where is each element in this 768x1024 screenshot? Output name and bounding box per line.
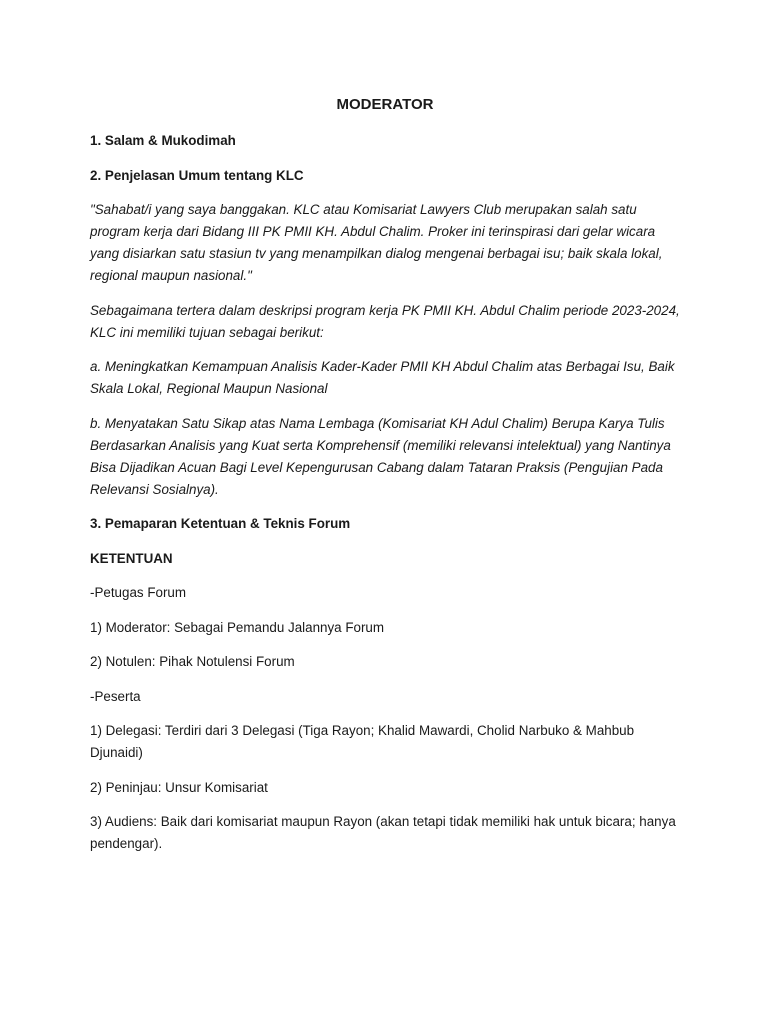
peserta-heading: -Peserta xyxy=(90,688,141,704)
goal-b-paragraph: b. Menyatakan Satu Sikap atas Nama Lembaga (Komisariat KH Adul Chalim) Berupa Karya Tulis Berdasarkan Analisis yang Kuat serta Komprehensif (memiliki relevansi intelektual) yang Nantinya Bisa Dijadikan Acuan Bagi Level Kepengurusan Cabang dalam Tataran Praksis (Pengujian Pada Relevansi Sosialnya). xyxy=(90,415,671,497)
section-heading-penjelasan: 2. Penjelasan Umum tentang KLC xyxy=(90,167,304,183)
document-body xyxy=(90,94,680,868)
quote-paragraph: "Sahabat/i yang saya banggakan. KLC atau Komisariat Lawyers Club merupakan salah satu program kerja dari Bidang III PK PMII KH. Abdul Chalim. Proker ini terinspirasi dari gelar wicara yang disiarkan satu stasiun tv yang menampilkan dialog mengenai berbagai isu; baik skala lokal, regional maupun nasional." xyxy=(90,202,663,283)
section-heading-salam: 1. Salam & Mukodimah xyxy=(90,133,236,148)
petugas-heading: -Petugas Forum xyxy=(90,585,187,600)
peserta-item-peninjau: 2) Peninjau: Unsur Komisariat xyxy=(90,779,268,795)
goal-a-paragraph: a. Meningkatkan Kemampuan Analisis Kader-Kader PMII KH Abdul Chalim atas Berbagai Isu, Baik Skala Lokal, Regional Maupun Nasional xyxy=(90,359,675,396)
section-heading-pemaparan: 3. Pemaparan Ketentuan & Teknis Forum xyxy=(90,516,351,531)
peserta-item-audiens: 3) Audiens: Baik dari komisariat maupun Rayon (akan tetapi tidak memiliki hak untuk bicara; hanya pendengar). xyxy=(90,814,676,851)
petugas-item-notulen: 2) Notulen: Pihak Notulensi Forum xyxy=(90,654,295,669)
peserta-item-delegasi: 1) Delegasi: Terdiri dari 3 Delegasi (Tiga Rayon; Khalid Mawardi, Cholid Narbuko & Mahbub Djunaidi) xyxy=(90,723,635,760)
ketentuan-heading: KETENTUAN xyxy=(90,550,173,566)
intro-paragraph: Sebagaimana tertera dalam deskripsi program kerja PK PMII KH. Abdul Chalim periode 2023-2024, KLC ini memiliki tujuan sebagai berikut: xyxy=(90,302,680,340)
petugas-item-moderator: 1) Moderator: Sebagai Pemandu Jalannya Forum xyxy=(90,619,385,635)
document-title: MODERATOR xyxy=(336,96,434,113)
